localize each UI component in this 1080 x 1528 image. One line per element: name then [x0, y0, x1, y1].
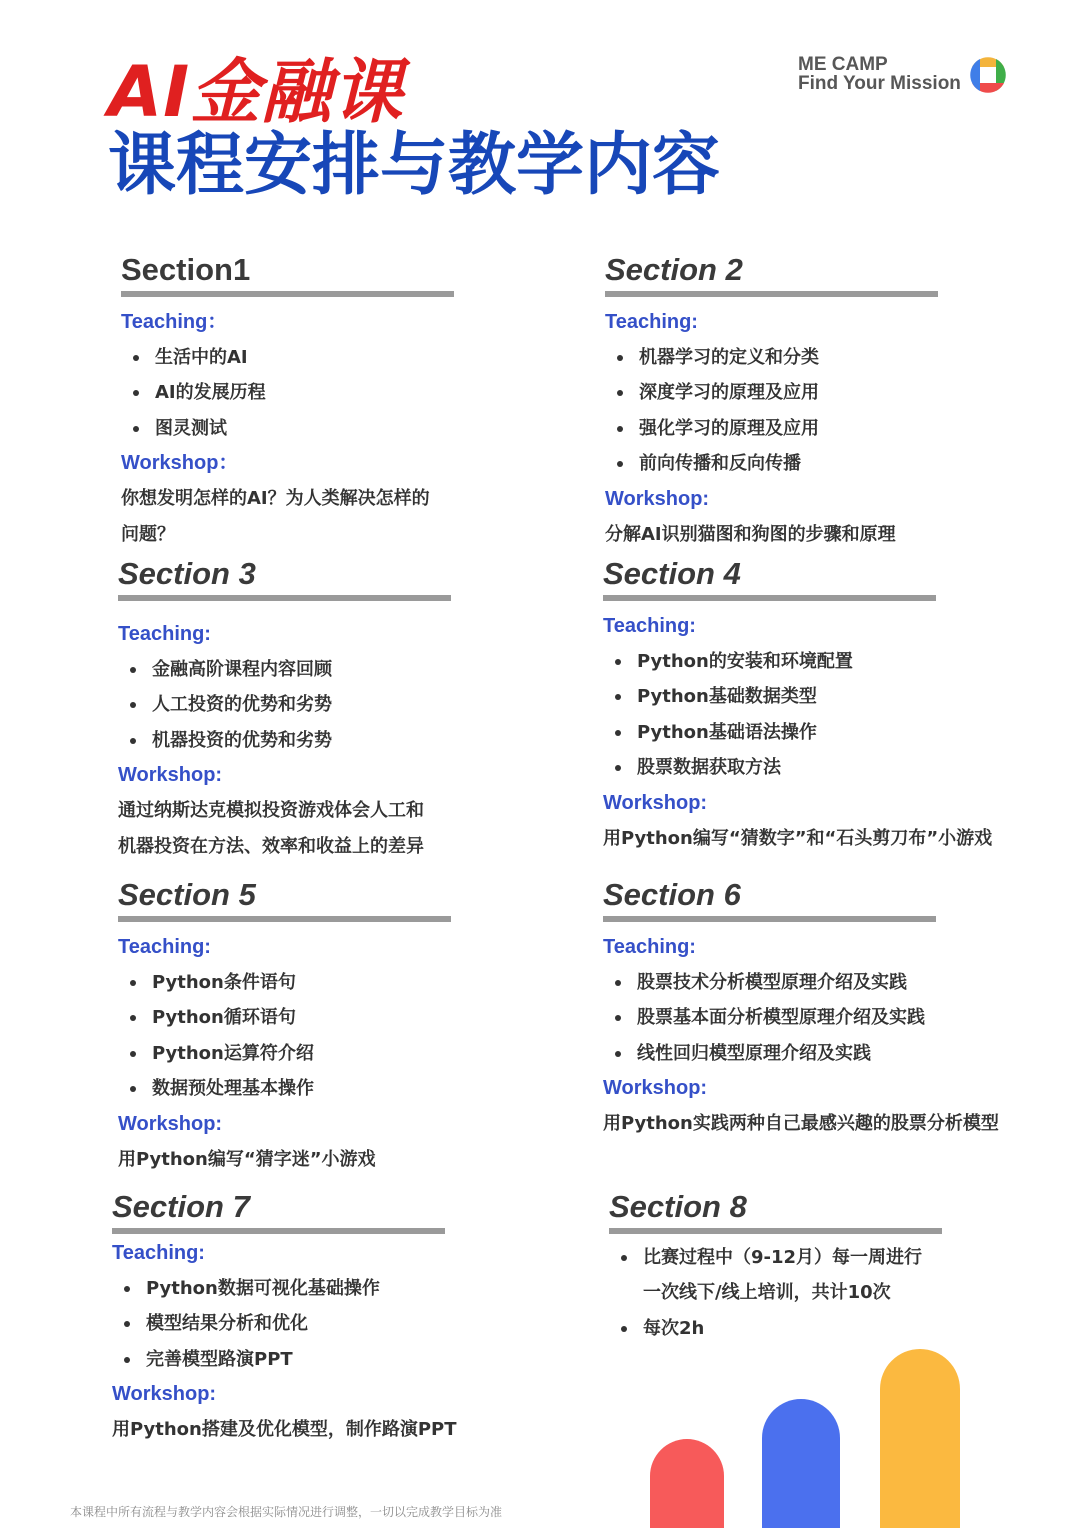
- teaching-list: [118, 652, 558, 758]
- list-item: Python运算符介绍: [118, 1036, 558, 1071]
- list-item: 线性回归模型原理介绍及实践: [603, 1036, 1043, 1071]
- decorative-bars: [640, 1340, 980, 1528]
- list-item-continuation: 一次线下/线上培训，共计10次: [643, 1282, 891, 1304]
- section-title: Section 4: [603, 556, 741, 591]
- section-divider: [609, 1228, 942, 1234]
- workshop-text: 用Python实践两种自己最感兴趣的股票分析模型: [603, 1113, 999, 1135]
- decor-bar-red: [650, 1439, 724, 1528]
- section-title: Section1: [121, 252, 251, 287]
- workshop-label: Workshop:: [118, 764, 223, 787]
- list-item: 股票数据获取方法: [603, 750, 1043, 785]
- teaching-list: [121, 340, 561, 446]
- list-item: 股票技术分析模型原理介绍及实践: [603, 965, 1043, 1000]
- list-item: 金融高阶课程内容回顾: [118, 652, 558, 687]
- list-item: AI的发展历程: [121, 375, 561, 410]
- workshop-label: Workshop:: [603, 791, 708, 814]
- section-divider: [118, 916, 451, 922]
- teaching-list: [605, 340, 1045, 482]
- section-title: Section 7: [112, 1189, 250, 1224]
- list-item: Python数据可视化基础操作: [112, 1271, 552, 1306]
- brand-name: ME CAMP: [798, 54, 888, 75]
- teaching-list: [112, 1271, 552, 1377]
- schedule-list: [609, 1240, 1049, 1346]
- list-item: Python基础数据类型: [603, 679, 1043, 714]
- section-2: [605, 251, 1045, 552]
- teaching-list: [603, 644, 1043, 786]
- list-item: 机器投资的优势和劣势: [118, 723, 558, 758]
- workshop-text: 你想发明怎样的AI？为人类解决怎样的: [121, 488, 430, 510]
- teaching-label: Teaching:: [603, 615, 696, 637]
- brand-block: [798, 55, 961, 93]
- workshop-text: 分解AI识别猫图和狗图的步骤和原理: [605, 523, 896, 545]
- decor-bar-blue: [762, 1399, 840, 1528]
- list-item: Python的安装和环境配置: [603, 644, 1043, 679]
- workshop-text: 机器投资在方法、效率和收益上的差异: [118, 835, 424, 857]
- section-7: [112, 1188, 552, 1448]
- workshop-label: Workshop:: [118, 1112, 223, 1135]
- list-item: 前向传播和反向传播: [605, 446, 1045, 481]
- section-divider: [112, 1228, 445, 1234]
- list-item: 每次2h: [609, 1311, 1049, 1346]
- section-3: [118, 555, 558, 864]
- list-item: 比赛过程中（9-12月）每一周进行: [609, 1240, 1049, 1275]
- list-item: 机器学习的定义和分类: [605, 340, 1045, 375]
- section-6: [603, 876, 1043, 1142]
- workshop-label: Workshop:: [112, 1383, 217, 1406]
- decor-bar-yellow: [880, 1349, 960, 1528]
- workshop-label: Workshop:: [603, 1077, 708, 1100]
- footer-note: 本课程中所有流程与教学内容会根据实际情况进行调整，一切以完成教学目标为准: [70, 1505, 503, 1519]
- section-title: Section 2: [605, 252, 743, 287]
- teaching-label: Teaching：: [121, 311, 228, 333]
- list-item: 图灵测试: [121, 411, 561, 446]
- list-item: 模型结果分析和优化: [112, 1306, 552, 1341]
- section-1: [121, 251, 561, 552]
- teaching-list: [118, 965, 558, 1107]
- brand-logo-icon: [964, 51, 1012, 99]
- section-4: [603, 555, 1043, 856]
- section-title: Section 5: [118, 877, 256, 912]
- workshop-text: 通过纳斯达克模拟投资游戏体会人工和: [118, 800, 424, 822]
- workshop-text: 用Python编写“猜数字”和“石头剪刀布”小游戏: [603, 827, 993, 849]
- teaching-label: Teaching:: [118, 936, 211, 958]
- workshop-label: Workshop：: [121, 452, 239, 475]
- section-divider: [605, 291, 938, 297]
- list-item: Python条件语句: [118, 965, 558, 1000]
- brand-tagline: Find Your Mission: [798, 73, 961, 94]
- title-line-2: 课程安排与教学内容: [108, 126, 721, 205]
- list-item: 强化学习的原理及应用: [605, 411, 1045, 446]
- list-item: Python循环语句: [118, 1000, 558, 1035]
- list-item: 深度学习的原理及应用: [605, 375, 1045, 410]
- section-5: [118, 876, 558, 1177]
- section-divider: [121, 291, 454, 297]
- list-item: 股票基本面分析模型原理介绍及实践: [603, 1000, 1043, 1035]
- list-item: 数据预处理基本操作: [118, 1071, 558, 1106]
- title-line-1: AI金融课: [108, 51, 404, 133]
- section-divider: [118, 595, 451, 601]
- section-divider: [603, 595, 936, 601]
- teaching-label: Teaching:: [118, 623, 211, 645]
- section-divider: [603, 916, 936, 922]
- workshop-text: 用Python搭建及优化模型，制作路演PPT: [112, 1419, 457, 1441]
- teaching-list: [603, 965, 1043, 1071]
- workshop-text: 用Python编写“猜字迷”小游戏: [118, 1148, 376, 1170]
- section-8: [609, 1188, 1049, 1346]
- list-item: 生活中的AI: [121, 340, 561, 375]
- teaching-label: Teaching:: [112, 1242, 205, 1264]
- workshop-label: Workshop:: [605, 487, 710, 510]
- section-title: Section 3: [118, 556, 256, 591]
- workshop-text: 问题？: [121, 523, 175, 545]
- list-item: 完善模型路演PPT: [112, 1342, 552, 1377]
- teaching-label: Teaching:: [605, 311, 698, 333]
- list-item: Python基础语法操作: [603, 715, 1043, 750]
- teaching-label: Teaching:: [603, 936, 696, 958]
- list-item: 人工投资的优势和劣势: [118, 687, 558, 722]
- section-title: Section 8: [609, 1189, 747, 1224]
- section-title: Section 6: [603, 877, 741, 912]
